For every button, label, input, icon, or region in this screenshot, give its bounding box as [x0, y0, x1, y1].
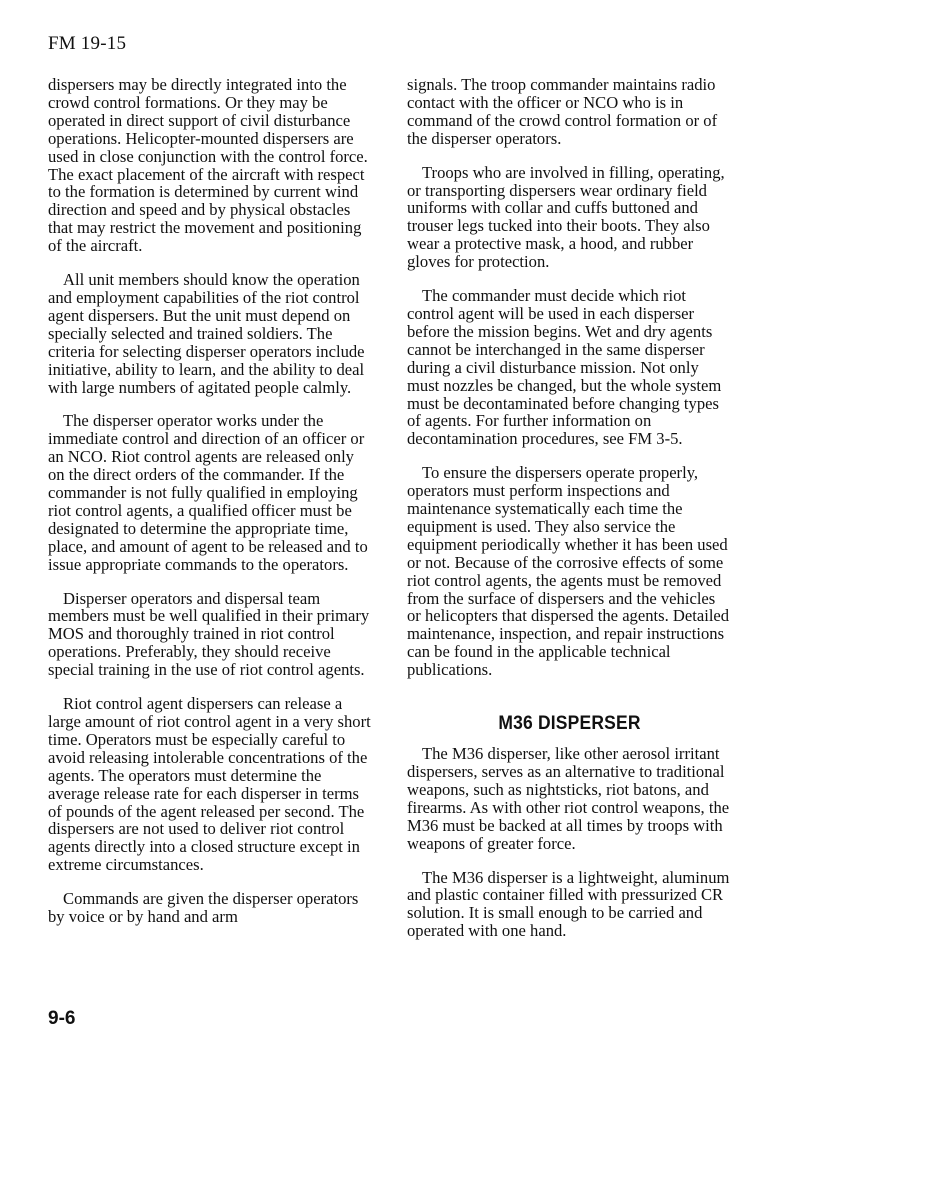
left-paragraph-3: The disperser operator works under the immediate control and direction of an officer or an NCO. Riot control agents are released only on the direct orders of the commander. If the commander is not fully qualified in employing riot control agents, a qualified officer must be designated to determine the appropriate time, place, and amount of agent to be released and to issue appropriate commands to the operators.: [48, 411, 368, 574]
left-paragraph-1: dispersers may be directly integrated into the crowd control formations. Or they may be operated in direct support of civil disturbance operations. Helicopter-mounted dispersers are used in close conjunction with the control force. The exact placement of the aircraft with respect to the formation is determined by current wind direction and speed and by physical obstacles that may restrict the movement and positioning of the aircraft.: [48, 75, 368, 256]
left-paragraph-6: Commands are given the disperser operators by voice or by hand and arm: [48, 889, 359, 927]
left-paragraph-2: All unit members should know the operation and employment capabilities of the riot control agent dispersers. But the unit must depend on specially selected and trained soldiers. The criteria for selecting disperser operators include initiative, ability to learn, and the ability to deal with large numbers of agitated people calmly.: [48, 270, 365, 397]
page-number: 9-6: [48, 1008, 76, 1029]
right-paragraph-4: To ensure the dispersers operate properly, operators must perform inspections and maintenance systematically each time the equipment is used. They also service the equipment periodically whether it has been used or not. Because of the corrosive effects of some riot control agents, the agents must be removed from the surface of dispersers and the vehicles or helicopters that dispersed the agents. Detailed maintenance, inspection, and repair instructions can be found in the applicable technical publications.: [407, 463, 730, 680]
left-paragraph-5: Riot control agent dispersers can release a large amount of riot control agent in a very short time. Operators must be especially careful to avoid releasing intolerable concentrations of the agents. The operators must determine the average release rate for each disperser in terms of pounds of the agent released per second. The dispersers are not used to deliver riot control agents directly into a closed structure except in extreme circumstances.: [48, 694, 371, 875]
manual-id-header: FM 19-15: [48, 33, 127, 54]
left-paragraph-4: Disperser operators and dispersal team members must be well qualified in their primary MOS and thoroughly trained in riot control operations. Preferably, they should receive special training in the use of riot control agents.: [48, 588, 370, 680]
section-heading-m36: M36 DISPERSER: [498, 713, 641, 735]
right-paragraph-1: signals. The troop commander maintains radio contact with the officer or NCO who is in command of the crowd control formation or of the disperser operators.: [407, 75, 718, 148]
right-paragraph-3: The commander must decide which riot control agent will be used in each disperser before the mission begins. Wet and dry agents cannot be interchanged in the same disperser during a civil disturbance mission. Not only must nozzles be changed, but the whole system must be decontaminated before changing types of agents. For further information on decontamination procedures, see FM 3-5.: [407, 286, 722, 449]
left-text-column: [48, 76, 373, 942]
m36-paragraph-1: The M36 disperser, like other aerosol irritant dispersers, serves as an alternative to traditional weapons, such as nightsticks, riot batons, and firearms. As with other riot control weapons, the M36 must be backed at all times by troops with weapons of greater force.: [407, 744, 730, 853]
right-paragraph-2: Troops who are involved in filling, operating, or transporting dispersers wear ordinary field uniforms with collar and cuffs buttoned and trouser legs tucked into their boots. They also wear a protective mask, a hood, and rubber gloves for protection.: [407, 162, 725, 272]
m36-paragraph-2: The M36 disperser is a lightweight, aluminum and plastic container filled with pressurized CR solution. It is small enough to be carried and operated with one hand.: [407, 867, 730, 941]
right-text-column: [407, 76, 732, 956]
